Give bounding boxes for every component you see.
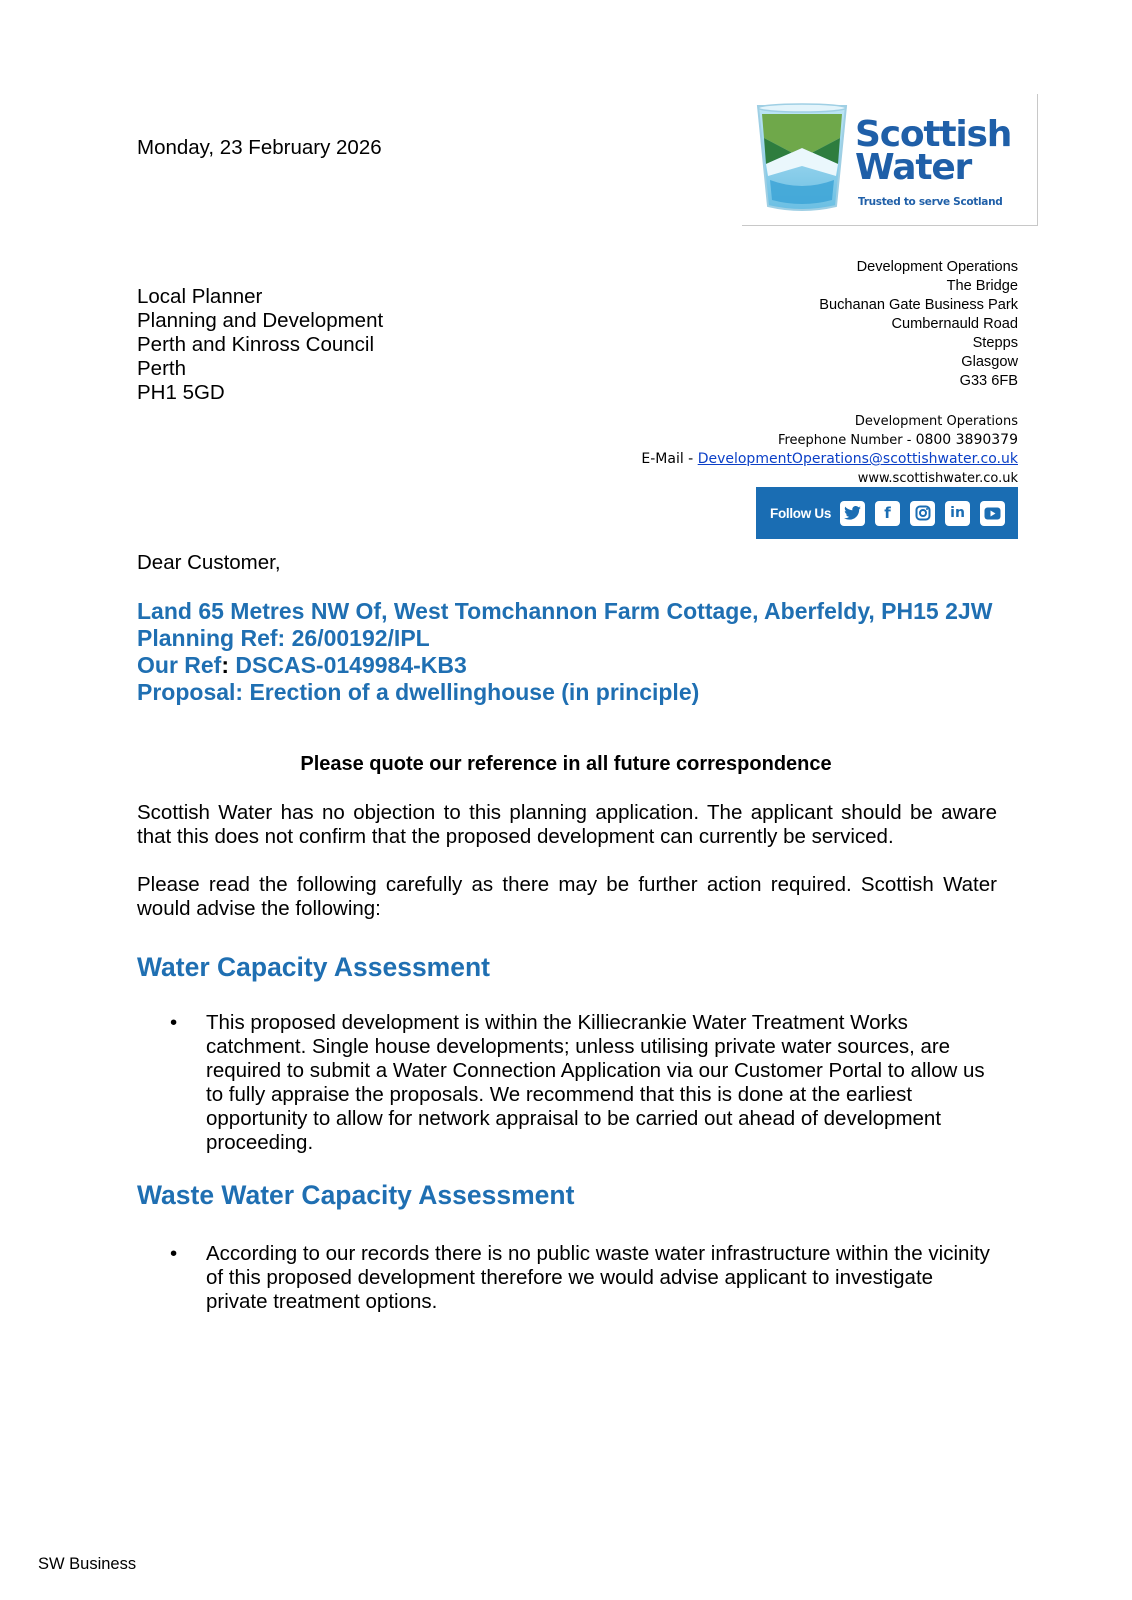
contact-details	[641, 412, 1018, 488]
bullet-icon: •	[170, 1242, 178, 1265]
waste-water-capacity-heading: Waste Water Capacity Assessment	[137, 1180, 575, 1210]
recipient-line: Local Planner	[137, 285, 263, 308]
subject-block	[137, 598, 992, 706]
water-capacity-text: This proposed development is within the Killiecrankie Water Treatment Works catchment. Single house developments; unless utilising private water sources, are required to submit a Water Connection Application via our Customer Portal to allow us to fully appraise the proposals. We recommend that this is done at the earliest opportunity to allow for network appraisal to be carried out ahead of development proceeding.	[206, 1011, 985, 1154]
our-ref: Our Ref: DSCAS-0149984-KB3	[137, 652, 467, 678]
instagram-icon[interactable]	[910, 501, 935, 526]
follow-us-label: Follow Us	[770, 505, 832, 521]
address-line: Buchanan Gate Business Park	[819, 297, 1018, 313]
linkedin-icon[interactable]: in	[945, 501, 970, 526]
follow-us-banner	[756, 487, 1018, 539]
recipient-line: PH1 5GD	[137, 381, 225, 404]
quote-reference-notice: Please quote our reference in all future correspondence	[300, 753, 832, 775]
address-line: G33 6FB	[959, 373, 1018, 389]
twitter-icon[interactable]	[840, 501, 865, 526]
logo-wordmark: Scottish Water	[855, 114, 1012, 188]
site-address: Land 65 Metres NW Of, West Tomchannon Farm Cottage, Aberfeldy, PH15 2JW	[137, 598, 993, 624]
recipient-address	[137, 285, 383, 405]
waste-water-capacity-text: According to our records there is no public waste water infrastructure within the vicinity of this proposed development therefore we would advise applicant to investigate private treatment options.	[206, 1242, 990, 1313]
address-line: Glasgow	[961, 354, 1018, 370]
body-paragraph: Please read the following carefully as there may be further action required. Scottish Water would advise the following:	[137, 873, 997, 920]
water-glass-icon	[754, 100, 850, 212]
freephone-number: 0800 3890379	[915, 432, 1018, 448]
footer-label: SW Business	[38, 1555, 137, 1573]
recipient-line: Perth and Kinross Council	[137, 333, 375, 356]
water-capacity-heading: Water Capacity Assessment	[137, 952, 490, 982]
freephone-line: Freephone Number - 0800 3890379	[777, 432, 1018, 448]
proposal: Proposal: Erection of a dwellinghouse (in principle)	[137, 679, 700, 705]
email-link[interactable]: DevelopmentOperations@scottishwater.co.uk	[697, 451, 1018, 467]
greeting: Dear Customer,	[137, 551, 281, 574]
address-line: Development Operations	[856, 259, 1018, 275]
recipient-line: Perth	[137, 357, 186, 380]
recipient-line: Planning and Development	[137, 309, 384, 332]
scottish-water-logo	[742, 94, 1038, 226]
address-line: The Bridge	[946, 278, 1018, 294]
email-line: E-Mail - DevelopmentOperations@scottishwater.co.uk	[641, 451, 1018, 467]
website-link[interactable]: www.scottishwater.co.uk	[857, 471, 1018, 486]
address-line: Stepps	[972, 335, 1018, 351]
facebook-icon[interactable]: f	[875, 501, 900, 526]
bullet-icon: •	[170, 1011, 178, 1034]
address-line: Cumbernauld Road	[891, 316, 1018, 332]
sender-address	[819, 258, 1018, 391]
youtube-icon[interactable]	[980, 501, 1005, 526]
body-paragraph: Scottish Water has no objection to this planning application. The applicant should be aware that this does not confirm that the proposed development can currently be serviced.	[137, 801, 997, 848]
letter-date: Monday, 23 February 2026	[137, 136, 382, 159]
planning-ref: Planning Ref: 26/00192/IPL	[137, 625, 430, 651]
logo-tagline: Trusted to serve Scotland	[858, 196, 1003, 208]
contact-department: Development Operations	[854, 414, 1018, 429]
